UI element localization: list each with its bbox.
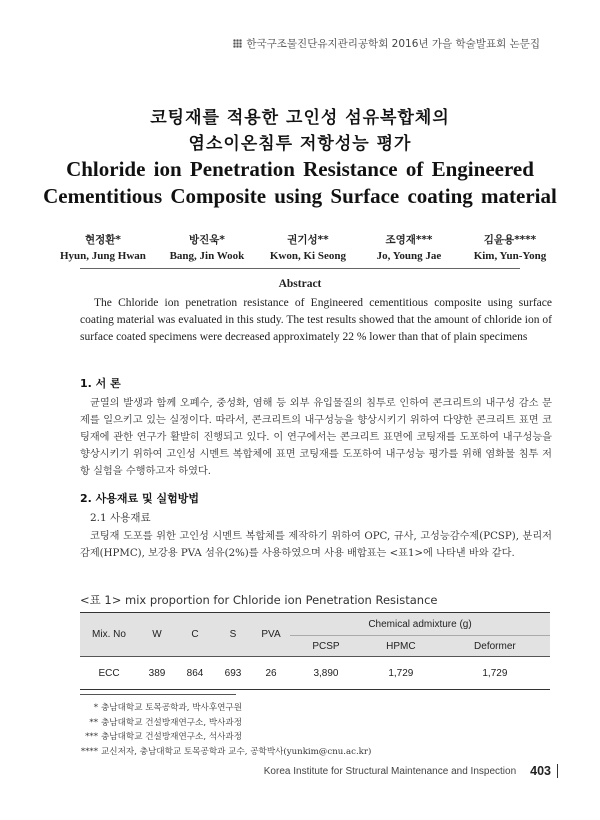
section-1-text: 균열의 발생과 함께 오폐수, 중성화, 염해 등 외부 유입물질의 침투로 인하여 콘크리트의 내구성 감소 문제를 일으키고 있는 실정이다. 따라서, 콘크리트의 내구성능을 향상시키기 위하여 다양한 콘크리트 표면 코팅재에 관한 연구가 활발히 진행되고 있다. 이 연구에서는 콘크리트 표면에 코팅재를 도포하여 내구성능을 향상시키기 위하여 고인성 시멘트 복합체에 표면 코팅재를 도포하여 내구성능 평가를 위해 염화물 침투 저항 실험을 수행하고자 하였다. xyxy=(80,398,552,477)
table-row xyxy=(80,657,550,690)
author-name-ko: 현정환* xyxy=(84,234,121,246)
footnote-text: 교신저자, 충남대학교 토목공학과 교수, 공학박사(yunkim@cnu.ac.kr) xyxy=(101,746,372,757)
footnote-2 xyxy=(78,716,371,731)
footnote-divider xyxy=(80,694,236,695)
footnote-text: 충남대학교 건설방재연구소, 박사과정 xyxy=(101,717,243,728)
footnotes xyxy=(78,701,371,759)
footnote-text: 충남대학교 건설방재연구소, 석사과정 xyxy=(101,732,243,742)
footnote-text: 충남대학교 토목공학과, 박사후연구원 xyxy=(101,703,243,713)
cell-pva: 26 xyxy=(265,667,277,679)
col-header-w: W xyxy=(138,613,176,657)
author-name-en: Kwon, Ki Seong xyxy=(269,250,346,262)
footnote-4 xyxy=(78,745,371,760)
cell-pcsp: 3,890 xyxy=(313,667,339,679)
footnote-mark: **** xyxy=(80,746,98,757)
col-header-pva: PVA xyxy=(252,613,290,657)
author-name-en: Hyun, Jung Hwan xyxy=(60,250,146,262)
dot-grid-icon xyxy=(233,39,242,48)
subsection-2-1-heading: 2.1 사용재료 xyxy=(90,512,151,524)
title-english-line2: Cementitious Composite using Surface coating material xyxy=(43,184,557,208)
title-korean-line1: 코팅재를 적용한 고인성 섬유복합체의 xyxy=(150,108,450,128)
footer-organization: Korea Institute for Structural Maintenance and Inspection xyxy=(263,765,517,777)
col-header-s: S xyxy=(214,613,252,657)
running-header xyxy=(233,36,540,51)
author-name-ko: 권기성** xyxy=(287,234,329,246)
cell-deformer: 1,729 xyxy=(482,667,508,679)
col-header-c: C xyxy=(176,613,214,657)
footnote-mark: * xyxy=(93,703,98,713)
page-number: 403 xyxy=(530,764,558,778)
author-3 xyxy=(268,232,348,262)
author-divider xyxy=(80,268,520,269)
footnote-3 xyxy=(78,730,371,745)
cell-mix-no: ECC xyxy=(98,667,120,679)
author-5 xyxy=(470,232,550,262)
col-header-mix-no: Mix. No xyxy=(80,613,138,657)
running-title: 한국구조물진단유지관리공학회 2016년 가을 학술발표회 논문집 xyxy=(246,38,540,50)
title-korean-line2: 염소이온침투 저항성능 평가 xyxy=(188,134,412,154)
page-footer xyxy=(264,764,558,778)
section-2-heading: 2. 사용재료 및 실험방법 xyxy=(80,492,199,505)
section-2-1-text: 코팅재 도포를 위한 고인성 시멘트 복합체를 제작하기 위하여 OPC, 규사, 고성능감수제(PCSP), 분리저감제(HPMC), 보강용 PVA 섬유(2%)를 사용하였으며 사용 배합표는 <표1>에 나타낸 바와 같다. xyxy=(80,531,552,559)
author-name-ko: 김윤용**** xyxy=(483,234,537,246)
abstract-text: The Chloride ion penetration resistance of Engineered cementitious composite using surface coating material was evaluated in this study. The test results showed that the amount of chloride ion of surface coated specimens were decreased approximately 22 % lower than that of plain specimens xyxy=(80,297,552,343)
author-name-ko: 조영재*** xyxy=(385,234,433,246)
footnote-mark: *** xyxy=(85,732,98,742)
footnote-mark: ** xyxy=(89,717,98,728)
cell-hpmc: 1,729 xyxy=(388,667,414,679)
section-1-heading: 1. 서 론 xyxy=(80,377,121,390)
title-english-line1: Chloride ion Penetration Resistance of Engineered xyxy=(66,157,534,181)
table-caption: <표 1> mix proportion for Chloride ion Penetration Resistance xyxy=(80,593,438,607)
col-header-deformer: Deformer xyxy=(440,636,550,657)
col-header-hpmc: HPMC xyxy=(362,636,440,657)
col-header-admixture: Chemical admixture (g) xyxy=(290,613,550,636)
col-header-pcsp: PCSP xyxy=(290,636,362,657)
author-name-en: Kim, Yun-Yong xyxy=(473,250,547,262)
mix-proportion-table xyxy=(80,612,550,690)
author-4 xyxy=(369,232,449,262)
author-1 xyxy=(60,232,146,262)
author-name-ko: 방진욱* xyxy=(188,234,225,246)
cell-c: 864 xyxy=(186,667,204,679)
cell-w: 389 xyxy=(148,667,166,679)
author-name-en: Bang, Jin Wook xyxy=(169,250,245,262)
abstract-heading: Abstract xyxy=(278,278,322,290)
cell-s: 693 xyxy=(224,667,242,679)
footnote-1 xyxy=(78,701,371,716)
author-list xyxy=(60,232,550,262)
author-2 xyxy=(167,232,247,262)
author-name-en: Jo, Young Jae xyxy=(376,250,442,262)
